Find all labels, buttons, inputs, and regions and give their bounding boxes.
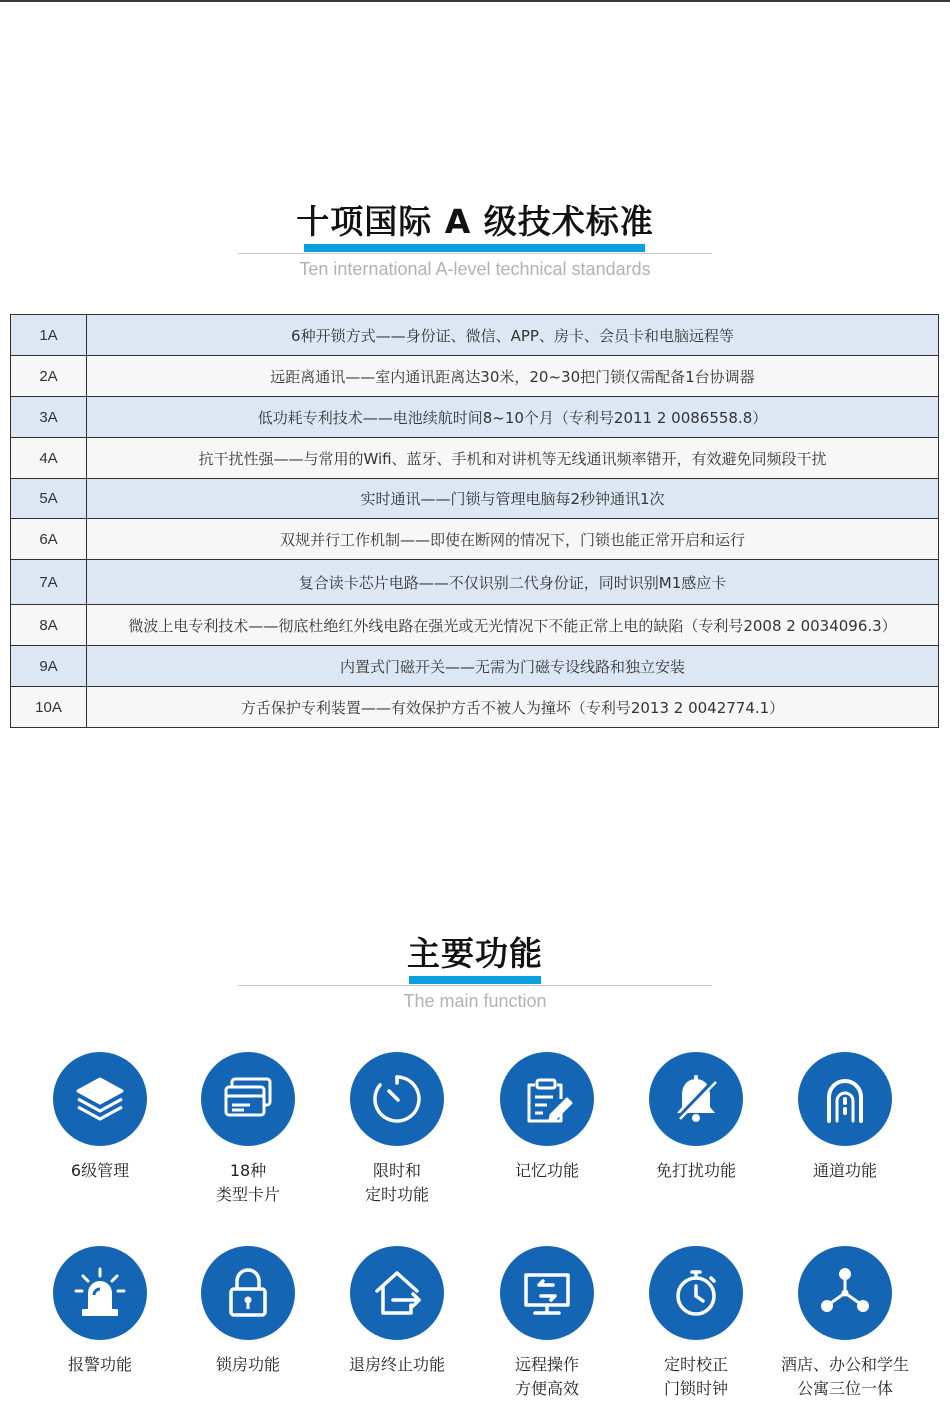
standard-description: 方舌保护专利装置——有效保护方舌不被人为撞坏（专利号2013 2 0042774.1） xyxy=(87,687,939,728)
feature-item xyxy=(173,1246,323,1377)
standard-number: 2A xyxy=(11,356,87,397)
feature-item xyxy=(770,1052,920,1183)
standard-number: 6A xyxy=(11,519,87,560)
feature-item xyxy=(770,1246,920,1401)
standard-number: 10A xyxy=(11,687,87,728)
stopwatch-icon xyxy=(649,1246,743,1340)
feature-label: 锁房功能 xyxy=(215,1355,280,1374)
standard-description: 复合读卡芯片电路——不仅识别二代身份证，同时识别M1感应卡 xyxy=(87,560,939,605)
standard-number: 9A xyxy=(11,646,87,687)
standard-number: 3A xyxy=(11,397,87,438)
feature-label: 报警功能 xyxy=(67,1355,132,1374)
alarm-light-icon xyxy=(53,1246,147,1340)
feature-item xyxy=(173,1052,323,1207)
standard-row xyxy=(11,315,939,356)
standard-row xyxy=(11,687,939,728)
standard-number: 5A xyxy=(11,479,87,519)
feature-label: 限时和 定时功能 xyxy=(364,1161,429,1204)
house-exit-icon xyxy=(350,1246,444,1340)
feature-item xyxy=(621,1246,771,1401)
functions-heading xyxy=(0,932,950,976)
standards-subtitle: Ten international A-level technical standards xyxy=(299,259,651,279)
feature-item xyxy=(472,1052,622,1183)
standard-row xyxy=(11,356,939,397)
feature-item xyxy=(472,1246,622,1401)
functions-heading-line xyxy=(238,985,712,986)
feature-item xyxy=(25,1052,175,1183)
standard-description: 抗干扰性强——与常用的Wifi、蓝牙、手机和对讲机等无线通讯频率错开，有效避免同频段干扰 xyxy=(87,438,939,479)
standard-description: 双规并行工作机制——即使在断网的情况下，门锁也能正常开启和运行 xyxy=(87,519,939,560)
standard-row xyxy=(11,519,939,560)
layers-icon xyxy=(53,1052,147,1146)
standard-number: 4A xyxy=(11,438,87,479)
standards-heading xyxy=(0,200,950,244)
feature-label: 6级管理 xyxy=(70,1161,130,1180)
padlock-icon xyxy=(201,1246,295,1340)
standard-number: 1A xyxy=(11,315,87,356)
feature-label: 记忆功能 xyxy=(514,1161,579,1180)
standard-description: 内置式门磁开关——无需为门磁专设线路和独立安装 xyxy=(87,646,939,687)
feature-item xyxy=(322,1246,472,1377)
standard-row xyxy=(11,479,939,519)
standard-description: 实时通讯——门锁与管理电脑每2秒钟通讯1次 xyxy=(87,479,939,519)
feature-label: 远程操作 方便高效 xyxy=(514,1355,579,1398)
standard-row xyxy=(11,646,939,687)
functions-accent-bar xyxy=(409,976,541,984)
bell-off-icon xyxy=(649,1052,743,1146)
remote-monitor-icon xyxy=(500,1246,594,1340)
network-icon xyxy=(798,1246,892,1340)
feature-item xyxy=(621,1052,771,1183)
standard-row xyxy=(11,560,939,605)
feature-label: 18种 类型卡片 xyxy=(215,1161,280,1204)
feature-label: 通道功能 xyxy=(812,1161,877,1180)
standards-title: 十项国际 A 级技术标准 xyxy=(296,202,654,241)
passage-icon xyxy=(798,1052,892,1146)
standard-number: 8A xyxy=(11,605,87,646)
feature-label: 免打扰功能 xyxy=(655,1161,736,1180)
standard-description: 微波上电专利技术——彻底杜绝红外线电路在强光或无光情况下不能正常上电的缺陷（专利号2008 2 0034096.3） xyxy=(87,605,939,646)
feature-label: 酒店、办公和学生 公寓三位一体 xyxy=(780,1355,909,1398)
standard-number: 7A xyxy=(11,560,87,605)
standards-accent-bar xyxy=(304,244,645,252)
standard-description: 远距离通讯——室内通讯距离达30米，20~30把门锁仅需配备1台协调器 xyxy=(87,356,939,397)
feature-label: 退房终止功能 xyxy=(348,1355,445,1374)
feature-item xyxy=(322,1052,472,1207)
functions-subtitle: The main function xyxy=(403,991,547,1011)
feature-label: 定时校正 门锁时钟 xyxy=(663,1355,728,1398)
standard-description: 6种开锁方式——身份证、微信、APP、房卡、会员卡和电脑远程等 xyxy=(87,315,939,356)
standard-row xyxy=(11,397,939,438)
feature-item xyxy=(25,1246,175,1377)
top-divider xyxy=(0,0,950,2)
clipboard-edit-icon xyxy=(500,1052,594,1146)
standard-row xyxy=(11,605,939,646)
standards-table xyxy=(10,314,939,728)
standard-row xyxy=(11,438,939,479)
cards-icon xyxy=(201,1052,295,1146)
timer-icon xyxy=(350,1052,444,1146)
standard-description: 低功耗专利技术——电池续航时间8~10个月（专利号2011 2 0086558.8） xyxy=(87,397,939,438)
functions-title: 主要功能 xyxy=(407,934,543,973)
standards-heading-line xyxy=(238,253,712,254)
